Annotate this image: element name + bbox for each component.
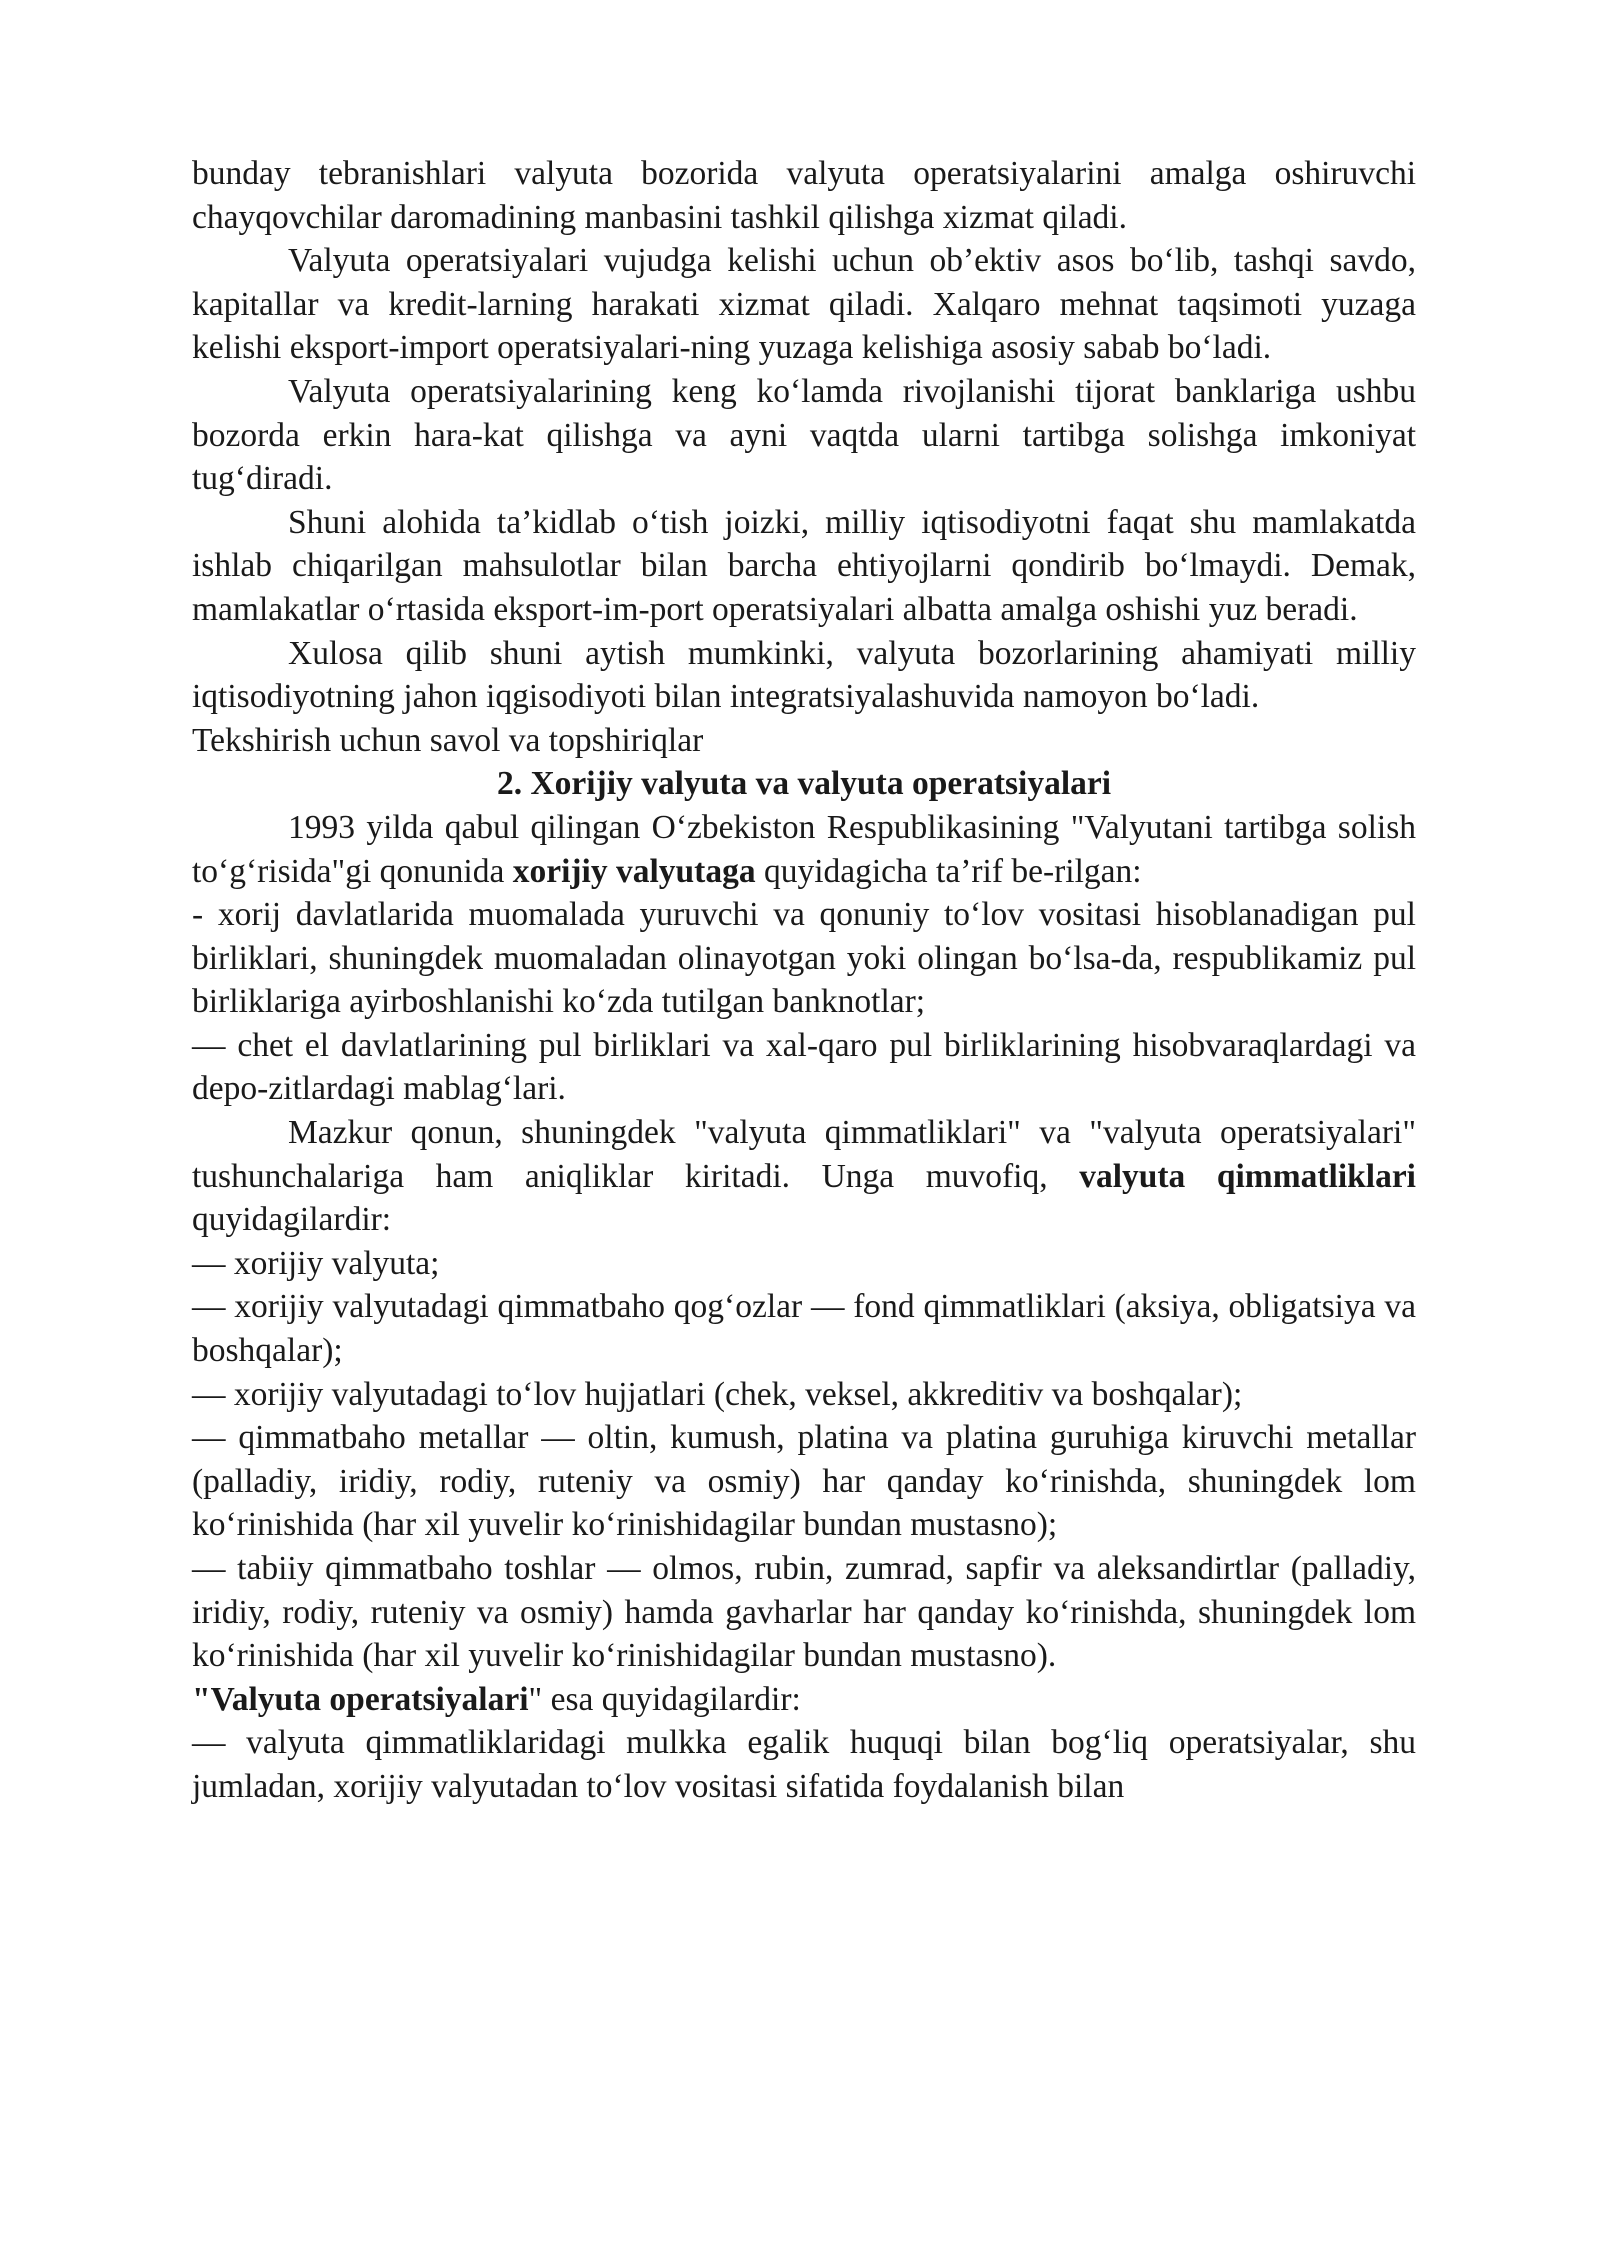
document-page xyxy=(192,152,1416,1809)
law-bold-term: xorijiy valyutaga xyxy=(512,852,756,890)
paragraph-operations-intro xyxy=(192,1678,1416,1722)
paragraph-values-intro xyxy=(192,1111,1416,1242)
values-text-before: Mazkur qonun, shuningdek "valyuta qimmatliklari" va "valyuta operatsiyalari" tushunchalariga ham aniqliklar kiritadi. Unga muvofiq, xyxy=(192,1114,1416,1195)
review-questions-label: Tekshirish uchun savol va topshiriqlar xyxy=(192,721,704,759)
currency-item-1: - xorij davlatlarida muomalada yuruvchi va qonuniy to‘lov vositasi hisoblanadigan pul birliklari, shuningdek muomaladan olinayotgan yoki olingan bo‘lsa-da, respublikamiz pul birliklariga ayirboshlanishi ko‘zda tutilgan banknotlar; xyxy=(192,896,1416,1021)
values-item-1: — xorijiy valyuta; xyxy=(192,1244,440,1282)
values-item-4: — qimmatbaho metallar — oltin, kumush, platina va platina guruhiga kiruvchi metallar (palladiy, iridiy, rodiy, ruteniy va osmiy) har qanday ko‘rinishda, shuningdek lom ko‘rinishida (har xil yuvelir ko‘rinishidagilar bundan mustasno); xyxy=(192,1419,1416,1544)
paragraph-law-definition xyxy=(192,806,1416,893)
paragraph-valyuta-asos: Valyuta operatsiyalari vujudga kelishi uchun ob’ektiv asos bo‘lib, tashqi savdo, kapitallar va kredit-larning harakati xizmat qiladi. Xalqaro mehnat taqsimoti yuzaga kelishi eksport-import operatsiyalari-ning yuzaga kelishiga asosiy sabab bo‘ladi. xyxy=(192,242,1416,367)
operations-text-after: " esa quyidagilardir: xyxy=(528,1680,801,1718)
values-item-5: — tabiiy qimmatbaho toshlar — olmos, rubin, zumrad, sapfir va aleksandirtlar (palladiy, iridiy, rodiy, ruteniy va osmiy) hamda gavharlar har qanday ko‘rinishda, shuningdek lom ko‘rinishida (har xil yuvelir ko‘rinishidagilar bundan mustasno). xyxy=(192,1550,1416,1675)
law-text-after: quyidagicha ta’rif be-rilgan: xyxy=(755,852,1142,890)
values-item-3: — xorijiy valyutadagi to‘lov hujjatlari (chek, veksel, akkreditiv va boshqalar); xyxy=(192,1375,1243,1413)
paragraph-xulosa: Xulosa qilib shuni aytish mumkinki, valyuta bozorlarining ahamiyati milliy iqtisodiyotning jahon iqgisodiyoti bilan integratsiyalashuvida namoyon bo‘ladi. xyxy=(192,634,1416,716)
values-bold-term: valyuta qimmatliklari xyxy=(1079,1157,1416,1195)
section-heading: 2. Xorijiy valyuta va valyuta operatsiyalari xyxy=(496,765,1112,803)
law-text-before: 1993 yilda qabul qilingan O‘zbekiston Respublikasining "Valyutani tartibga solish to‘g‘risida"gi qonunida xyxy=(192,808,1416,890)
paragraph-milliy-iqtisodiyot: Shuni alohida ta’kidlab o‘tish joizki, milliy iqtisodiyotni faqat shu mamlakatda ishlab chiqarilgan mahsulotlar bilan barcha ehtiyojlarni qondirib bo‘lmaydi. Demak, mamlakatlar o‘rtasida eksport-im-port operatsiyalari albatta amalga oshishi yuz beradi. xyxy=(192,503,1416,628)
values-item-2: — xorijiy valyutadagi qimmatbaho qog‘ozlar — fond qimmatliklari (aksiya, obligatsiya va boshqalar); xyxy=(192,1288,1416,1370)
operations-item-1: — valyuta qimmatliklaridagi mulkka egalik huquqi bilan bog‘liq operatsiyalar, shu jumladan, xorijiy valyutadan to‘lov vositasi sifatida foydalanish bilan xyxy=(192,1724,1416,1805)
currency-item-2: — chet el davlatlarining pul birliklari va xal-qaro pul birliklarining hisobvaraqlardagi va depo-zitlardagi mablag‘lari. xyxy=(192,1026,1416,1108)
paragraph-chayqovchilar: bunday tebranishlari valyuta bozorida valyuta operatsiyalarini amalga oshiruvchi chayqovchilar daromadining manbasini tashkil qilishga xizmat qiladi. xyxy=(192,155,1416,236)
values-text-after: quyidagilardir: xyxy=(192,1201,392,1239)
paragraph-tijorat-banklari: Valyuta operatsiyalarining keng ko‘lamda rivojlanishi tijorat banklariga ushbu bozorda erkin hara-kat qilishga va ayni vaqtda ularni tartibga solishga imkoniyat tug‘diradi. xyxy=(192,372,1416,498)
operations-bold-term: "Valyuta operatsiyalari xyxy=(192,1680,529,1718)
